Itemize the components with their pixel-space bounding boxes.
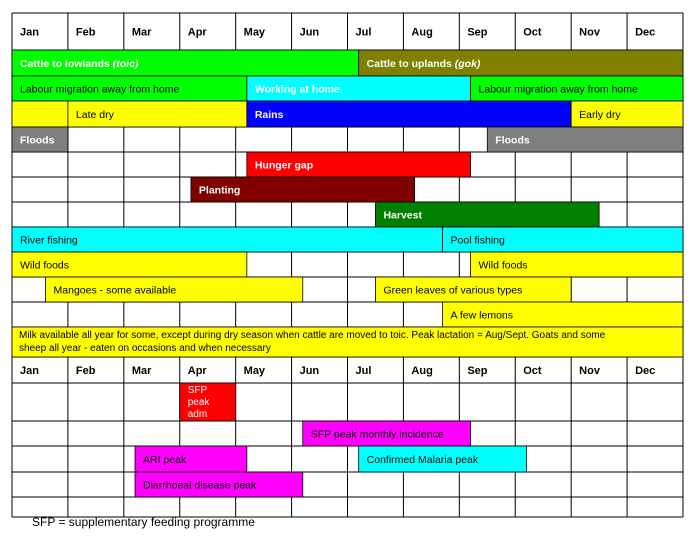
month-label-aug: Aug: [411, 26, 433, 39]
activity-label: Working at home: [254, 83, 340, 96]
month-label-jul: Jul: [355, 26, 372, 39]
month-label-feb: Feb: [75, 26, 96, 39]
month-label-sep: Sep: [467, 365, 488, 377]
month-label-jun: Jun: [299, 365, 320, 377]
milk-availability-text: Milk available all year for some, except during dry season when cattle are moved to toic. Peak lactation = Aug/Sept. Goats and some: [19, 330, 606, 341]
month-label-dec: Dec: [635, 26, 656, 39]
month-label-jan: Jan: [20, 365, 39, 377]
activity-label-em: (gok): [451, 58, 481, 70]
activity-label: Labour migration away from home: [478, 83, 638, 96]
activity-label: Diarrhoeal disease peak: [143, 479, 257, 492]
activity-label: Labour migration away from home: [20, 83, 180, 96]
activity-label: Green leaves of various types: [383, 284, 523, 297]
activity-label: Cattle to lowlands (toic): [20, 58, 139, 70]
activity-bar: [12, 101, 68, 127]
activity-label: Floods: [495, 134, 530, 147]
month-label-apr: Apr: [187, 26, 207, 39]
activity-label: Rains: [254, 109, 284, 121]
month-label-feb: Feb: [75, 365, 96, 377]
activity-label: River fishing: [20, 234, 78, 247]
month-label-dec: Dec: [635, 365, 656, 377]
activity-label: Planting: [198, 184, 241, 197]
activity-label: Harvest: [383, 209, 422, 222]
activity-label: SFP peak monthly incidence: [310, 428, 444, 441]
activity-label: Confirmed Malaria peak: [366, 454, 479, 466]
activity-label: Early dry: [579, 109, 621, 121]
activity-label: Wild foods: [478, 259, 528, 272]
month-label-nov: Nov: [579, 365, 600, 377]
month-label-aug: Aug: [411, 365, 433, 377]
month-label-may: May: [243, 26, 266, 39]
sfp-peak-adm-label: SFP: [187, 385, 208, 396]
month-label-may: May: [243, 365, 266, 377]
milk-availability-text: sheep all year - eaten on occasions and when necessary: [19, 343, 271, 354]
activity-label: Pool fishing: [450, 234, 505, 247]
month-label-mar: Mar: [131, 26, 152, 39]
activity-label: Cattle to uplands (gok): [366, 58, 481, 70]
activity-label: A few lemons: [450, 309, 514, 322]
activity-label: ARI peak: [143, 454, 187, 466]
month-label-jul: Jul: [355, 365, 372, 377]
footnote: SFP = supplementary feeding programme: [32, 515, 255, 529]
activity-label: Hunger gap: [254, 159, 314, 172]
sfp-peak-adm-label: adm: [187, 409, 208, 420]
activity-label: Late dry: [75, 109, 114, 121]
activity-label: Floods: [20, 134, 55, 147]
month-label-sep: Sep: [467, 26, 488, 39]
month-label-mar: Mar: [131, 365, 152, 377]
month-label-jan: Jan: [20, 26, 39, 39]
activity-label: Wild foods: [20, 259, 70, 272]
activity-label-em: (toic): [109, 58, 139, 70]
month-label-nov: Nov: [579, 26, 600, 39]
month-label-oct: Oct: [523, 365, 542, 377]
activity-bar: [247, 101, 571, 127]
month-label-jun: Jun: [299, 26, 320, 39]
activity-label: Mangoes - some available: [53, 284, 177, 297]
month-label-apr: Apr: [187, 365, 207, 377]
month-label-oct: Oct: [523, 26, 542, 39]
sfp-peak-adm-label: peak: [187, 397, 210, 408]
